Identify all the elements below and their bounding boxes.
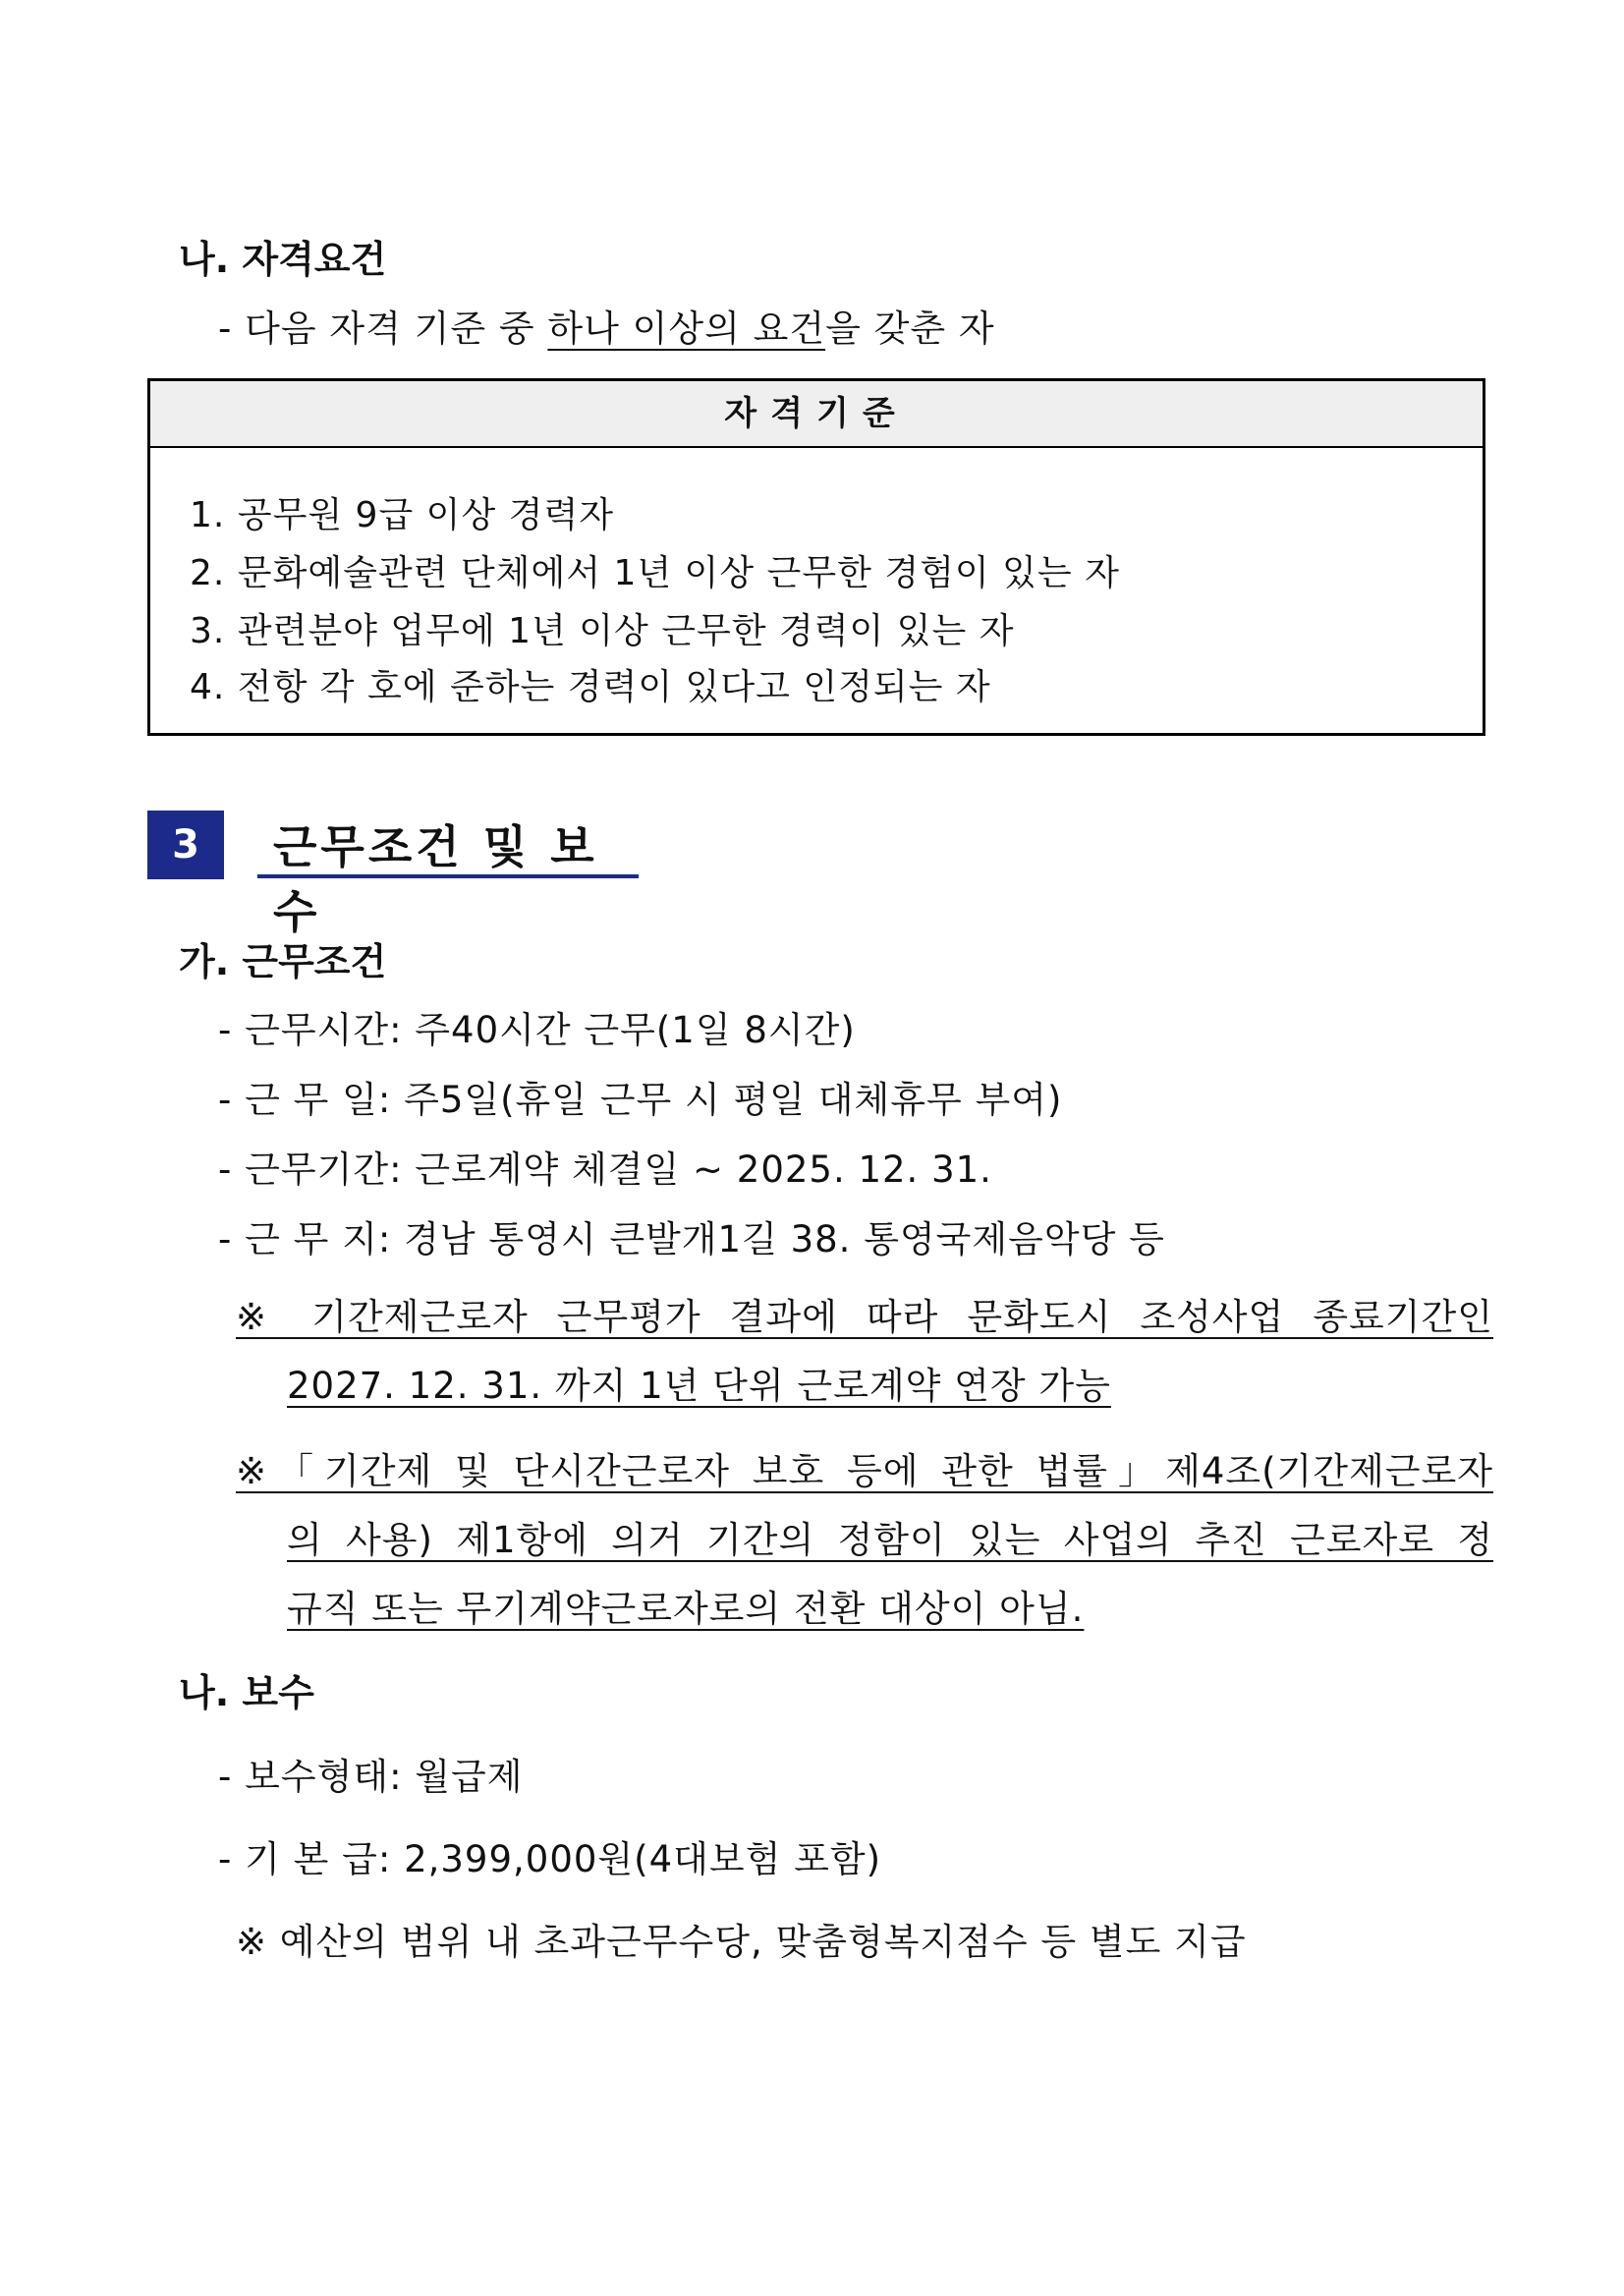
law-note xyxy=(236,1441,1493,1638)
qualification-intro xyxy=(218,299,995,352)
pay-note: ※ 예산의 범위 내 초과근무수당, 맞춤형복지점수 등 별도 지급 xyxy=(236,1921,1247,1963)
section-number-badge: 3 xyxy=(147,811,224,879)
work-location: - 근 무 지: 경남 통영시 큰발개1길 38. 통영국제음악당 등 xyxy=(218,1218,1165,1260)
law-note-line1: ※「기간제 및 단시간근로자 보호 등에 관한 법률」제4조(기간제근로자 xyxy=(236,1450,1493,1492)
pay-type: - 보수형태: 월급제 xyxy=(218,1756,524,1798)
qualification-criteria-box xyxy=(147,378,1485,736)
work-hours: - 근무시간: 주40시간 근무(1일 8시간) xyxy=(218,1009,856,1051)
base-salary: - 기 본 급: 2,399,000원(4대보험 포함) xyxy=(218,1838,882,1880)
section-title: 근무조건 및 보수 xyxy=(257,812,639,878)
criteria-item: 3. 관련분야 업무에 1년 이상 근무한 경력이 있는 자 xyxy=(190,611,1015,651)
work-period: - 근무기간: 근로계약 체결일 ~ 2025. 12. 31. xyxy=(218,1148,992,1191)
criteria-item: 2. 문화예술관련 단체에서 1년 이상 근무한 경험이 있는 자 xyxy=(190,553,1120,593)
work-days: - 근 무 일: 주5일(휴일 근무 시 평일 대체휴무 부여) xyxy=(218,1079,1063,1121)
law-note-line3: 규직 또는 무기계약근로자로의 전환 대상이 아님. xyxy=(287,1588,1085,1630)
work-conditions-heading: 가. 근무조건 xyxy=(179,940,387,983)
pay-heading: 나. 보수 xyxy=(179,1671,314,1714)
intro-prefix: - 다음 자격 기준 중 xyxy=(218,308,548,350)
law-note-line2: 의 사용) 제1항에 의거 기간의 정함이 있는 사업의 추진 근로자로 정 xyxy=(287,1519,1493,1561)
extension-note-line2: 2027. 12. 31. 까지 1년 단위 근로계약 연장 가능 xyxy=(287,1365,1111,1407)
qualification-heading: 나. 자격요건 xyxy=(179,238,387,281)
intro-underlined: 하나 이상의 요건 xyxy=(547,308,826,350)
intro-suffix: 을 갖춘 자 xyxy=(825,308,995,350)
criteria-item: 1. 공무원 9급 이상 경력자 xyxy=(190,495,615,535)
extension-note-line1: ※ 기간제근로자 근무평가 결과에 따라 문화도시 조성사업 종료기간인 xyxy=(236,1296,1493,1338)
criteria-table-header: 자격기준 xyxy=(150,381,1483,448)
criteria-item: 4. 전항 각 호에 준하는 경력이 있다고 인정되는 자 xyxy=(190,667,991,707)
extension-note xyxy=(236,1287,1493,1405)
